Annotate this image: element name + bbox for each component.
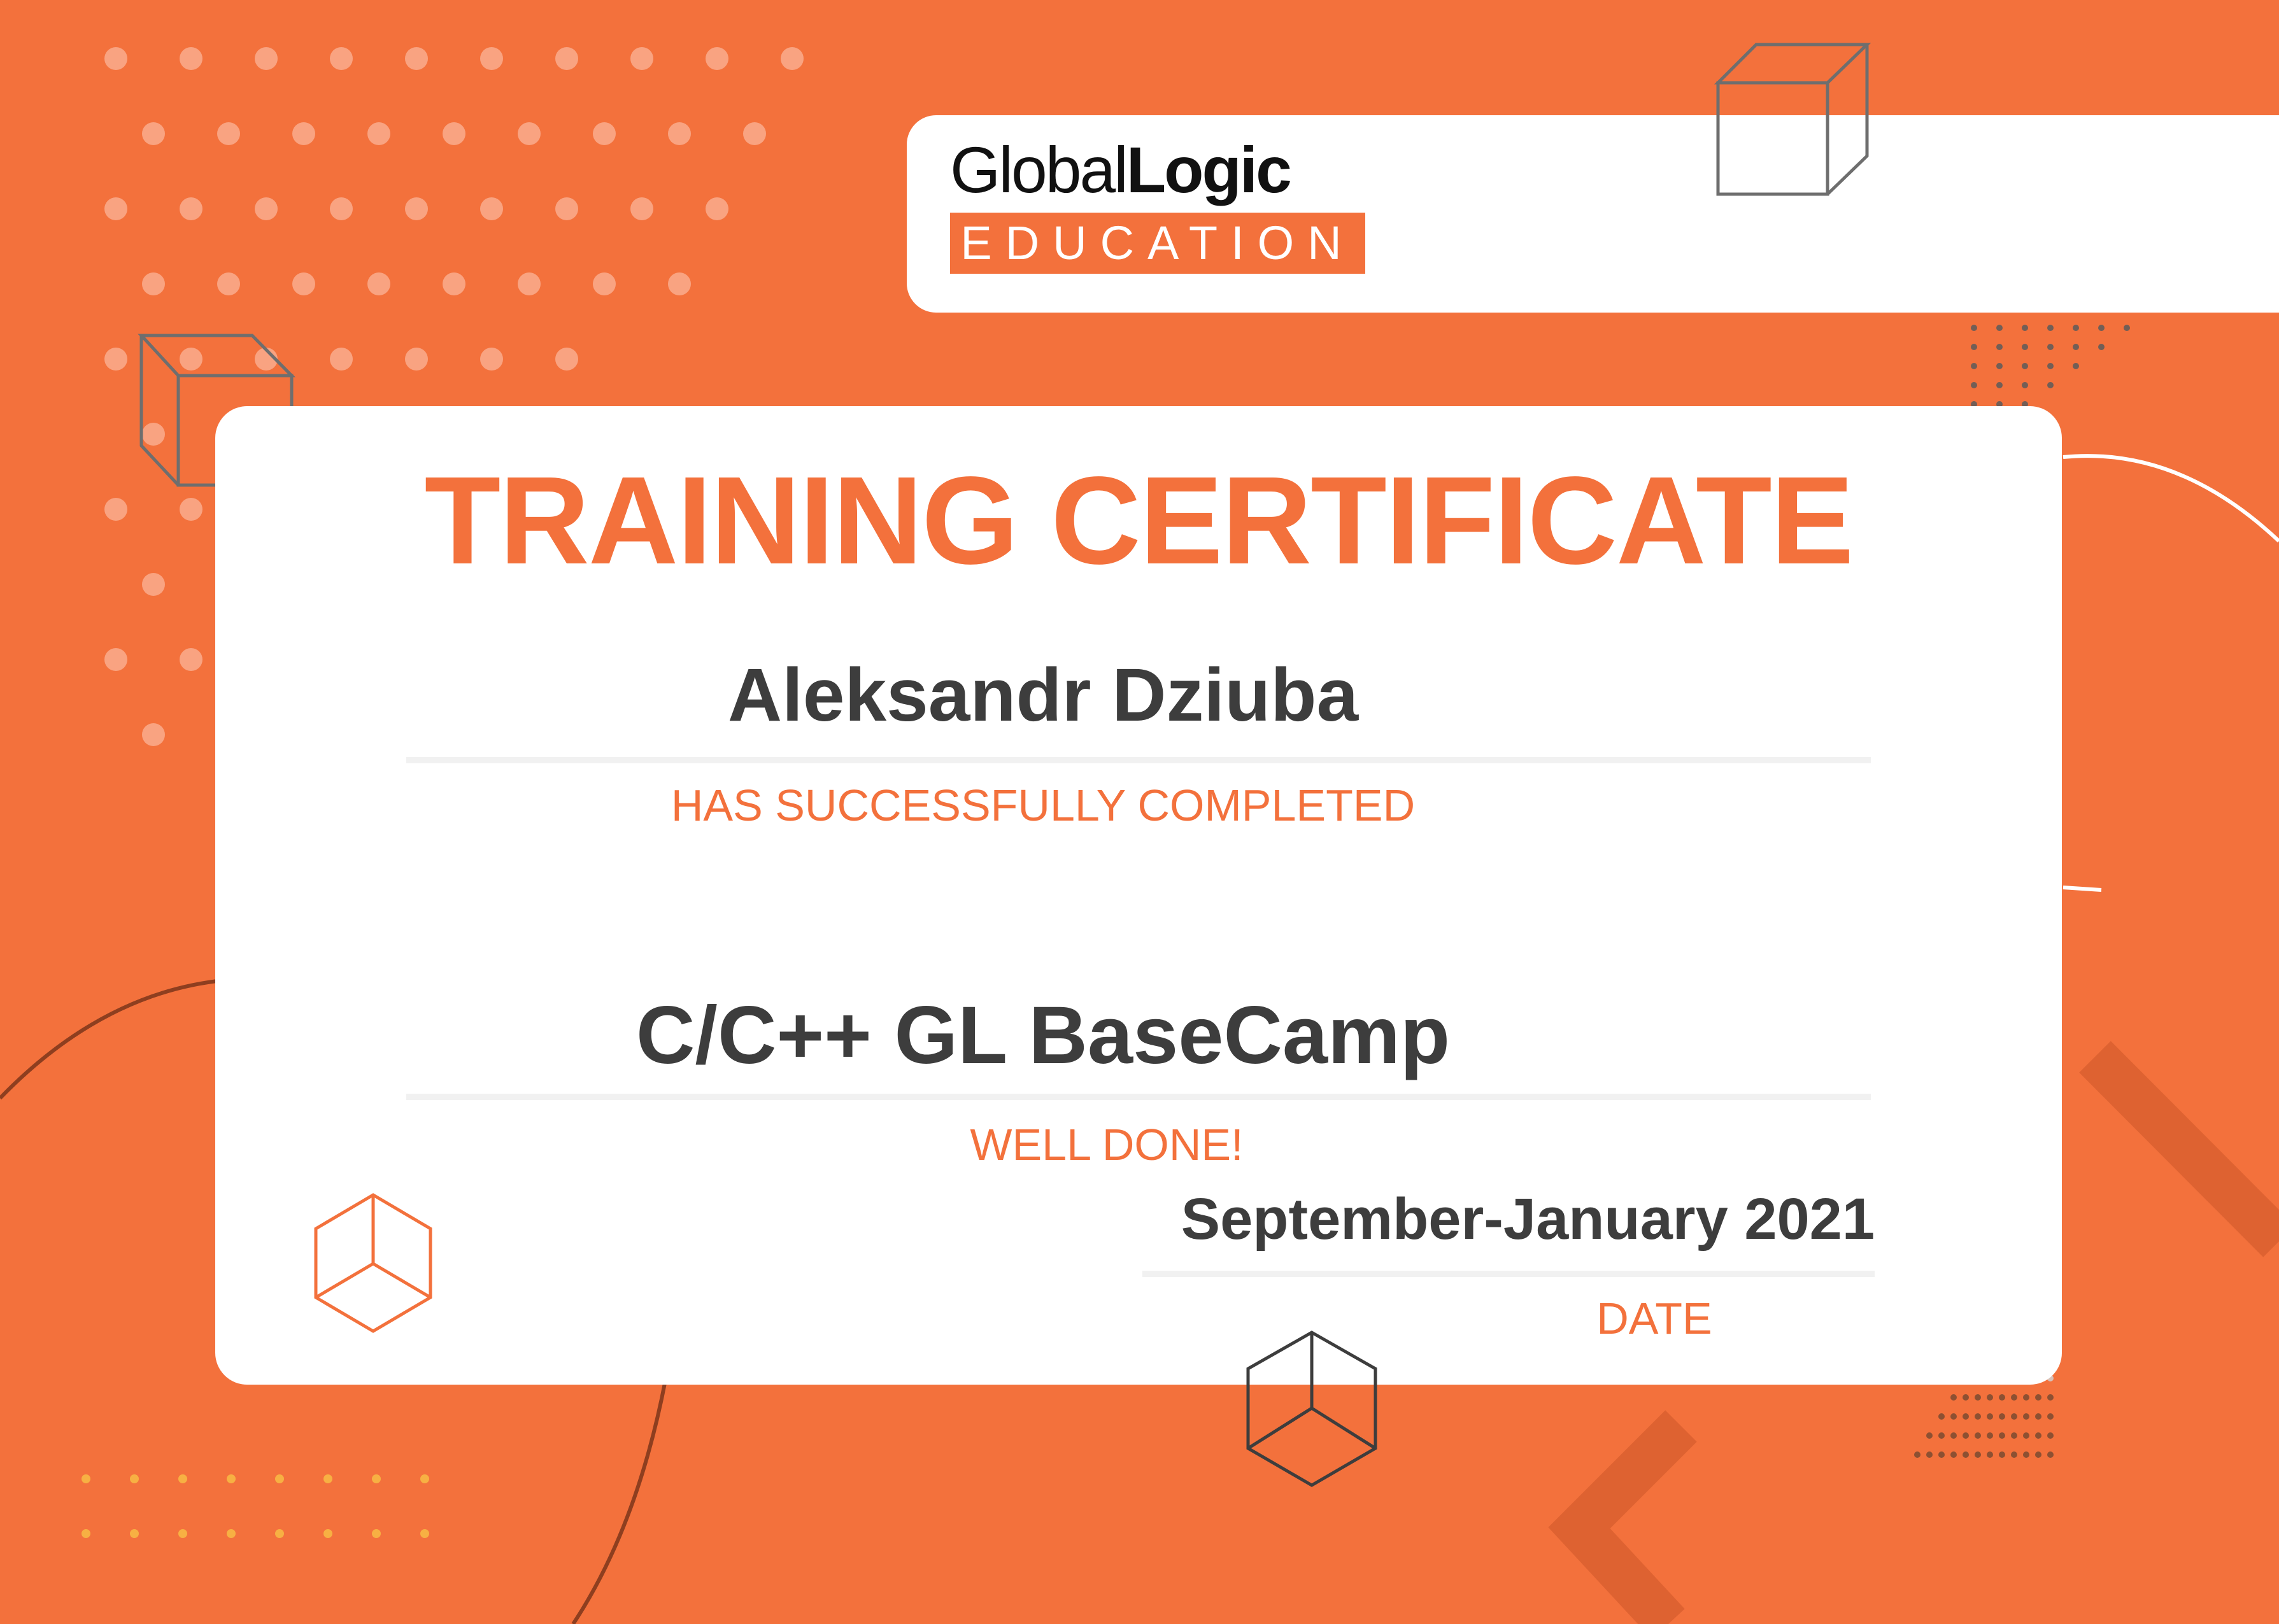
decor-dot	[420, 1474, 429, 1483]
decor-dot	[178, 1529, 187, 1538]
decor-dot	[104, 197, 127, 220]
decor-dot	[2011, 1413, 2017, 1420]
decor-dot	[2073, 325, 2079, 331]
recipient-name: Aleksandr Dziuba	[727, 653, 1359, 737]
dot-grid	[82, 1474, 429, 1538]
decor-dot	[2098, 325, 2105, 331]
decor-dot	[82, 1474, 90, 1483]
decor-dot	[1926, 1451, 1933, 1458]
praise-caption: WELL DONE!	[970, 1120, 1244, 1169]
decor-dot	[104, 348, 127, 371]
decor-dot	[255, 197, 278, 220]
decor-dot	[180, 498, 202, 521]
decor-dot	[630, 47, 653, 70]
decor-dot	[330, 197, 353, 220]
decor-dot	[2023, 1451, 2029, 1458]
decor-dot	[130, 1474, 139, 1483]
decor-dot	[1999, 1413, 2005, 1420]
decor-dot	[1987, 1432, 1993, 1439]
brand-name-bold: Logic	[1126, 134, 1290, 206]
decor-dot	[593, 272, 616, 295]
completion-date: September-January 2021	[1181, 1187, 1875, 1252]
decor-dot	[1971, 325, 1977, 331]
decor-dot	[630, 197, 653, 220]
decor-dot	[142, 122, 165, 145]
decor-dot	[480, 197, 503, 220]
decor-dot	[1987, 1413, 1993, 1420]
decor-dot	[1963, 1451, 1969, 1458]
decor-dot	[443, 272, 465, 295]
decor-dot	[217, 122, 240, 145]
decor-dot	[372, 1474, 381, 1483]
decor-dot	[2022, 344, 2028, 350]
decor-dot	[1971, 363, 1977, 369]
decor-dot	[706, 197, 728, 220]
name-underline	[406, 757, 1871, 763]
background-white-arc	[2063, 456, 2279, 541]
decor-dot	[1950, 1413, 1957, 1420]
decor-dot	[1996, 363, 2003, 369]
decor-dot	[743, 122, 766, 145]
decor-dot	[1996, 344, 2003, 350]
date-caption: DATE	[1596, 1294, 1712, 1343]
decor-dot	[555, 47, 578, 70]
decor-dot	[2047, 1413, 2054, 1420]
decor-dot	[2011, 1394, 2017, 1401]
decor-dot	[367, 122, 390, 145]
decor-dot	[706, 47, 728, 70]
decor-dot	[1975, 1394, 1981, 1401]
decor-dot	[323, 1474, 332, 1483]
decor-dot	[82, 1529, 90, 1538]
decor-dot	[668, 272, 691, 295]
decor-dot	[227, 1529, 236, 1538]
decor-dot	[1963, 1394, 1969, 1401]
decor-dot	[2047, 344, 2054, 350]
decor-dot	[2073, 344, 2079, 350]
decor-dot	[178, 1474, 187, 1483]
decor-dot	[2023, 1413, 2029, 1420]
decor-dot	[142, 423, 165, 446]
decor-dot	[1996, 382, 2003, 388]
decor-dot	[372, 1529, 381, 1538]
decor-dot	[1996, 325, 2003, 331]
decor-dot	[1963, 1413, 1969, 1420]
decor-dot	[1987, 1394, 1993, 1401]
decor-dot	[2022, 363, 2028, 369]
background-white-arc	[2063, 887, 2101, 890]
decor-dot	[142, 573, 165, 596]
decor-dot	[1914, 1451, 1920, 1458]
decor-dot	[2047, 325, 2054, 331]
decor-dot	[1971, 382, 1977, 388]
date-underline	[1142, 1271, 1875, 1277]
decor-dot	[1971, 344, 1977, 350]
decor-dot	[443, 122, 465, 145]
decor-dot	[668, 122, 691, 145]
brand-logo	[950, 134, 1290, 206]
decor-dot	[1950, 1432, 1957, 1439]
decor-dot	[518, 122, 541, 145]
course-name: C/C++ GL BaseCamp	[635, 990, 1451, 1081]
decor-dot	[2023, 1394, 2029, 1401]
decor-dot	[367, 272, 390, 295]
decor-dot	[180, 648, 202, 671]
decor-dot	[275, 1529, 284, 1538]
decor-dot	[593, 122, 616, 145]
decor-dot	[2035, 1432, 2041, 1439]
decor-dot	[405, 197, 428, 220]
decor-dot	[292, 272, 315, 295]
decor-dot	[1987, 1451, 1993, 1458]
decor-dot	[180, 47, 202, 70]
decor-dot	[1975, 1451, 1981, 1458]
background-arc	[573, 1380, 665, 1624]
decor-dot	[142, 723, 165, 746]
decor-dot	[405, 348, 428, 371]
decor-dot	[781, 47, 804, 70]
decor-dot	[2011, 1432, 2017, 1439]
decor-dot	[2047, 363, 2054, 369]
decor-dot	[2073, 363, 2079, 369]
decor-dot	[2035, 1413, 2041, 1420]
decor-dot	[1950, 1394, 1957, 1401]
decor-dot	[1963, 1432, 1969, 1439]
decor-dot	[1999, 1451, 2005, 1458]
decor-dot	[480, 47, 503, 70]
brand-tagline: EDUCATION	[950, 213, 1365, 274]
decor-dot	[2047, 1394, 2054, 1401]
decor-dot	[330, 47, 353, 70]
completion-caption: HAS SUCCESSFULLY COMPLETED	[671, 780, 1416, 830]
decor-dot	[2022, 382, 2028, 388]
decor-dot	[1975, 1413, 1981, 1420]
certificate-title: TRAINING CERTIFICATE	[424, 451, 1853, 590]
decor-dot	[180, 197, 202, 220]
course-underline	[406, 1094, 1871, 1100]
decor-dot	[323, 1529, 332, 1538]
decor-dot	[292, 122, 315, 145]
certificate-card	[215, 406, 2062, 1385]
decor-dot	[2035, 1451, 2041, 1458]
decor-dot	[2035, 1394, 2041, 1401]
decor-dot	[1938, 1451, 1945, 1458]
decor-dot	[217, 272, 240, 295]
decor-dot	[1938, 1413, 1945, 1420]
decor-dot	[555, 197, 578, 220]
decor-dot	[1926, 1432, 1933, 1439]
decor-dot	[1950, 1451, 1957, 1458]
decor-dot	[2011, 1451, 2017, 1458]
decor-dot	[1975, 1432, 1981, 1439]
decor-dot	[130, 1529, 139, 1538]
background-chevron	[2095, 1057, 2279, 1241]
decor-dot	[104, 47, 127, 70]
decor-dot	[480, 348, 503, 371]
decor-dot	[227, 1474, 236, 1483]
decor-dot	[420, 1529, 429, 1538]
decor-dot	[180, 348, 202, 371]
decor-dot	[2124, 325, 2130, 331]
decor-dot	[1999, 1432, 2005, 1439]
decor-dot	[104, 648, 127, 671]
decor-dot	[2047, 1451, 2054, 1458]
decor-dot	[330, 348, 353, 371]
decor-dot	[2047, 1432, 2054, 1439]
brand-name-regular: Global	[950, 134, 1126, 206]
background-arc	[0, 980, 223, 1098]
background-chevron	[1579, 1426, 1681, 1624]
decor-dot	[255, 47, 278, 70]
decor-dot	[2047, 382, 2054, 388]
decor-dot	[275, 1474, 284, 1483]
decor-dot	[104, 498, 127, 521]
decor-dot	[2098, 344, 2105, 350]
decor-dot	[405, 47, 428, 70]
decor-dot	[1938, 1432, 1945, 1439]
decor-dot	[2022, 325, 2028, 331]
decor-dot	[2023, 1432, 2029, 1439]
decor-dot	[555, 348, 578, 371]
decor-dot	[142, 272, 165, 295]
decor-dot	[1999, 1394, 2005, 1401]
decor-dot	[518, 272, 541, 295]
